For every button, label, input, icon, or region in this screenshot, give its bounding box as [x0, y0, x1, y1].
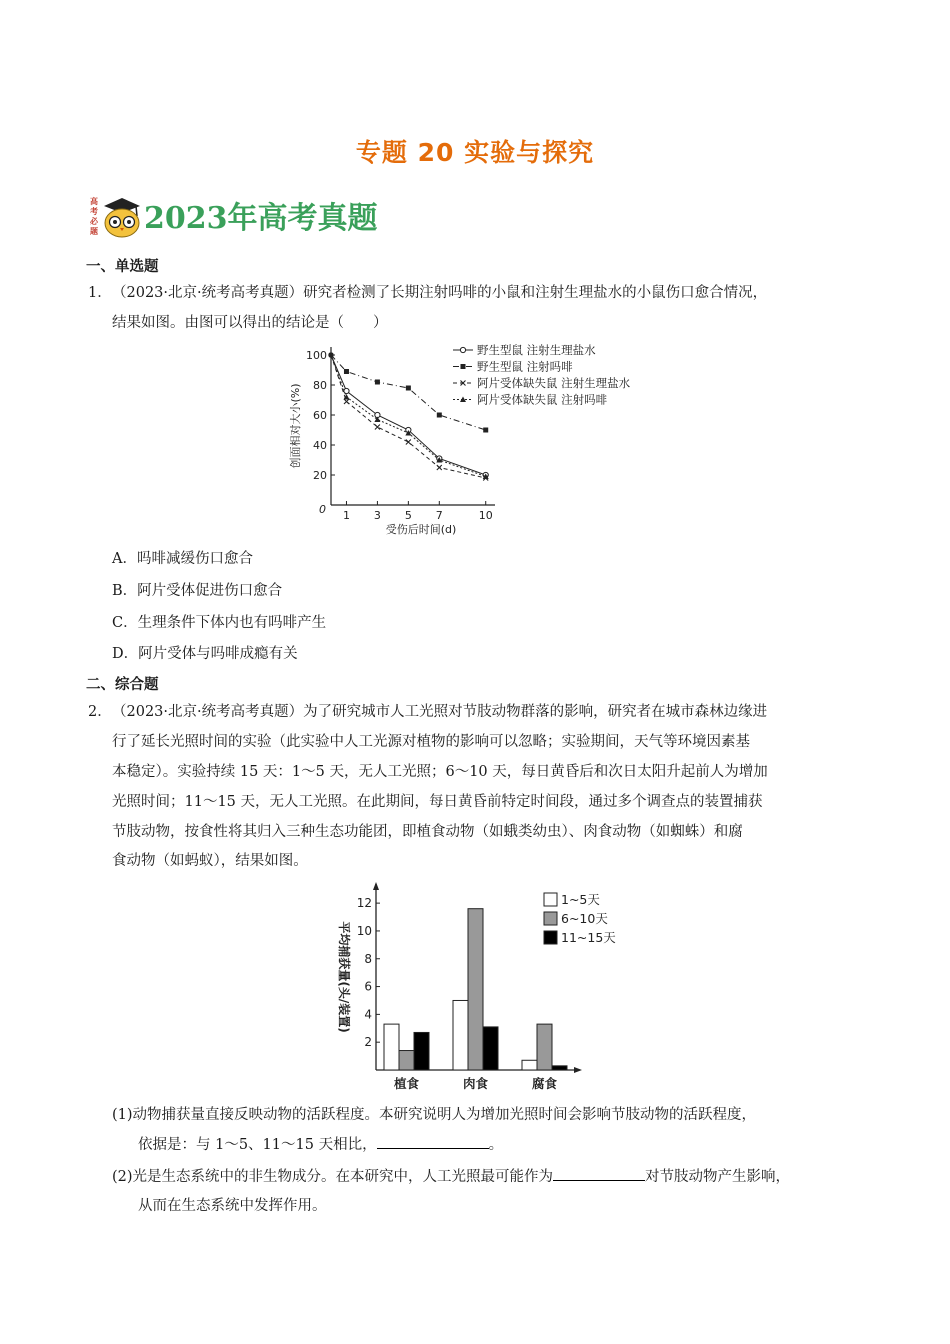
answer-blank-1[interactable]: [377, 1134, 489, 1149]
series-3: [328, 352, 488, 479]
question-number: 1．: [88, 285, 112, 301]
document-title: 专题 20 实验与探究: [355, 138, 595, 167]
sub-question-1: (1)动物捕获量直接反映动物的活跃程度。本研究说明人为增加光照时间会影响节肢动物的活跃程度，: [112, 1107, 757, 1123]
bar: [414, 1032, 429, 1070]
sub-question-1-end: 。: [488, 1137, 504, 1153]
question-text: 结果如图。由图可以得出的结论是（ ）: [112, 315, 388, 331]
y-tick-label: 80: [313, 379, 327, 392]
x-axis-arrow: [574, 1067, 582, 1073]
logo-char: 必: [90, 217, 98, 226]
sub-question-2-text-end: 对节肢动物产生影响，: [645, 1169, 791, 1185]
series-0: [328, 352, 488, 477]
legend-label: 阿片受体缺失鼠 注射吗啡: [477, 392, 608, 407]
legend-item: [453, 360, 573, 374]
section-heading-comprehensive: 二、综合题: [86, 677, 159, 693]
y-tick-label: 2: [364, 1035, 372, 1050]
bar: [399, 1051, 414, 1070]
y-tick-label: 10: [356, 923, 372, 938]
series-line: [331, 355, 486, 475]
data-point: [328, 352, 333, 357]
x-tick-label: 5: [404, 509, 412, 522]
wound-healing-line-chart: [285, 335, 675, 535]
legend-label: 1~5天: [561, 892, 600, 907]
x-tick-label: 1: [342, 509, 350, 522]
data-point: [375, 380, 380, 385]
option-a[interactable]: A．吗啡减缓伤口愈合: [112, 551, 253, 567]
x-category-label: 肉食: [462, 1076, 489, 1091]
scholar-owl-icon: [86, 192, 144, 240]
sub-question-1-prompt: [138, 1133, 503, 1154]
y-axis-arrow: [373, 882, 379, 890]
data-point: [374, 417, 380, 423]
legend-item: [453, 393, 608, 407]
y-tick-label: 60: [313, 409, 327, 422]
x-tick-label: 7: [435, 509, 443, 522]
question-text: 行了延长光照时间的实验（此实验中人工光源对植物的影响可以忽略；实验期间，天气等环境因素基: [112, 734, 750, 750]
legend-item: [544, 930, 616, 945]
y-tick-label: 40: [313, 439, 327, 452]
option-d[interactable]: D．阿片受体与吗啡成瘾有关: [112, 646, 298, 662]
question-text: （2023·北京·统考高考真题）为了研究城市人工光照对节肢动物群落的影响，研究者在城市森林边缘进: [112, 704, 768, 720]
question-text: 节肢动物，按食性将其归入三种生态功能团，即植食动物（如蛾类幼虫）、肉食动物（如蜘蛛）和腐: [112, 824, 743, 840]
logo-char: 题: [90, 227, 98, 236]
x-axis-label: 受伤后时间(d): [385, 523, 457, 535]
legend-item: [453, 376, 631, 390]
data-point: [344, 369, 349, 374]
question-text: 光照时间；11～15 天，无人工光照。在此期间，每日黄昏前特定时间段，通过多个调查点的装置捕获: [112, 794, 763, 810]
bar: [468, 909, 483, 1070]
legend-swatch: [544, 893, 557, 906]
question-text: 本稳定）。实验持续 15 天：1～5 天，无人工光照；6～10 天，每日黄昏后和次日太阳升起前人为增加: [112, 764, 768, 780]
sub-question-2-text: (2)光是生态系统中的非生物成分。在本研究中，人工光照最可能作为: [112, 1169, 554, 1185]
data-point: [461, 364, 466, 369]
option-b[interactable]: B．阿片受体促进伤口愈合: [112, 583, 283, 599]
legend-label: 野生型鼠 注射生理盐水: [477, 343, 596, 357]
y-tick-label: 8: [364, 951, 372, 966]
origin-label: 0: [319, 503, 326, 516]
y-tick-label: 20: [313, 469, 327, 482]
logo-char: 高: [90, 197, 98, 206]
legend-label: 阿片受体缺失鼠 注射生理盐水: [477, 376, 631, 390]
y-tick-label: 100: [306, 349, 327, 362]
y-tick-label: 4: [364, 1007, 372, 1022]
sub-question-1-text: 依据是：与 1～5、11～15 天相比，: [138, 1137, 377, 1153]
series-2: [328, 352, 488, 480]
data-point: [483, 428, 488, 433]
data-point: [406, 440, 411, 445]
bar: [537, 1024, 552, 1070]
answer-blank-2[interactable]: [553, 1166, 645, 1181]
section-heading-single-choice: 一、单选题: [86, 259, 159, 275]
x-category-label: 腐食: [531, 1076, 558, 1091]
question-text: （2023·北京·统考高考真题）研究者检测了长期注射吗啡的小鼠和注射生理盐水的小鼠伤口愈合情况，: [112, 285, 768, 301]
legend-item: [544, 911, 608, 926]
option-c[interactable]: C．生理条件下体内也有吗啡产生: [112, 615, 327, 631]
data-point: [375, 425, 380, 430]
question-text: 食动物（如蚂蚁），结果如图。: [112, 853, 308, 869]
logo-char: 考: [90, 207, 98, 216]
sub-question-2-continued: 从而在生态系统中发挥作用。: [138, 1198, 327, 1214]
bar: [522, 1060, 537, 1070]
bar: [552, 1066, 567, 1070]
data-point: [344, 399, 349, 404]
legend-item: [544, 892, 600, 907]
legend-swatch: [544, 912, 557, 925]
question-number: 2．: [88, 704, 112, 720]
x-category-label: 植食: [393, 1076, 420, 1091]
bar: [384, 1024, 399, 1070]
data-point: [437, 413, 442, 418]
sub-question-2: [112, 1165, 790, 1186]
legend-swatch: [544, 931, 557, 944]
x-tick-label: 10: [478, 509, 493, 522]
banner-title: 2023年高考真题: [144, 201, 378, 236]
data-point: [406, 386, 411, 391]
series-line: [331, 355, 486, 478]
y-tick-label: 6: [364, 979, 372, 994]
bar: [453, 1000, 468, 1070]
series-line: [331, 355, 486, 477]
y-axis-label: 平均捕获量(头/装置): [337, 921, 351, 1033]
x-tick-label: 3: [373, 509, 381, 522]
data-point: [460, 347, 465, 352]
legend-label: 野生型鼠 注射吗啡: [477, 359, 573, 374]
arthropod-capture-bar-chart: [330, 876, 630, 1096]
y-tick-label: 12: [356, 896, 372, 911]
bar: [483, 1027, 498, 1070]
legend-label: 6~10天: [561, 911, 608, 926]
data-point: [437, 465, 442, 470]
legend-label: 11~15天: [561, 930, 616, 945]
y-axis-label: 创面相对大小(%): [289, 383, 302, 469]
legend-item: [453, 343, 596, 357]
